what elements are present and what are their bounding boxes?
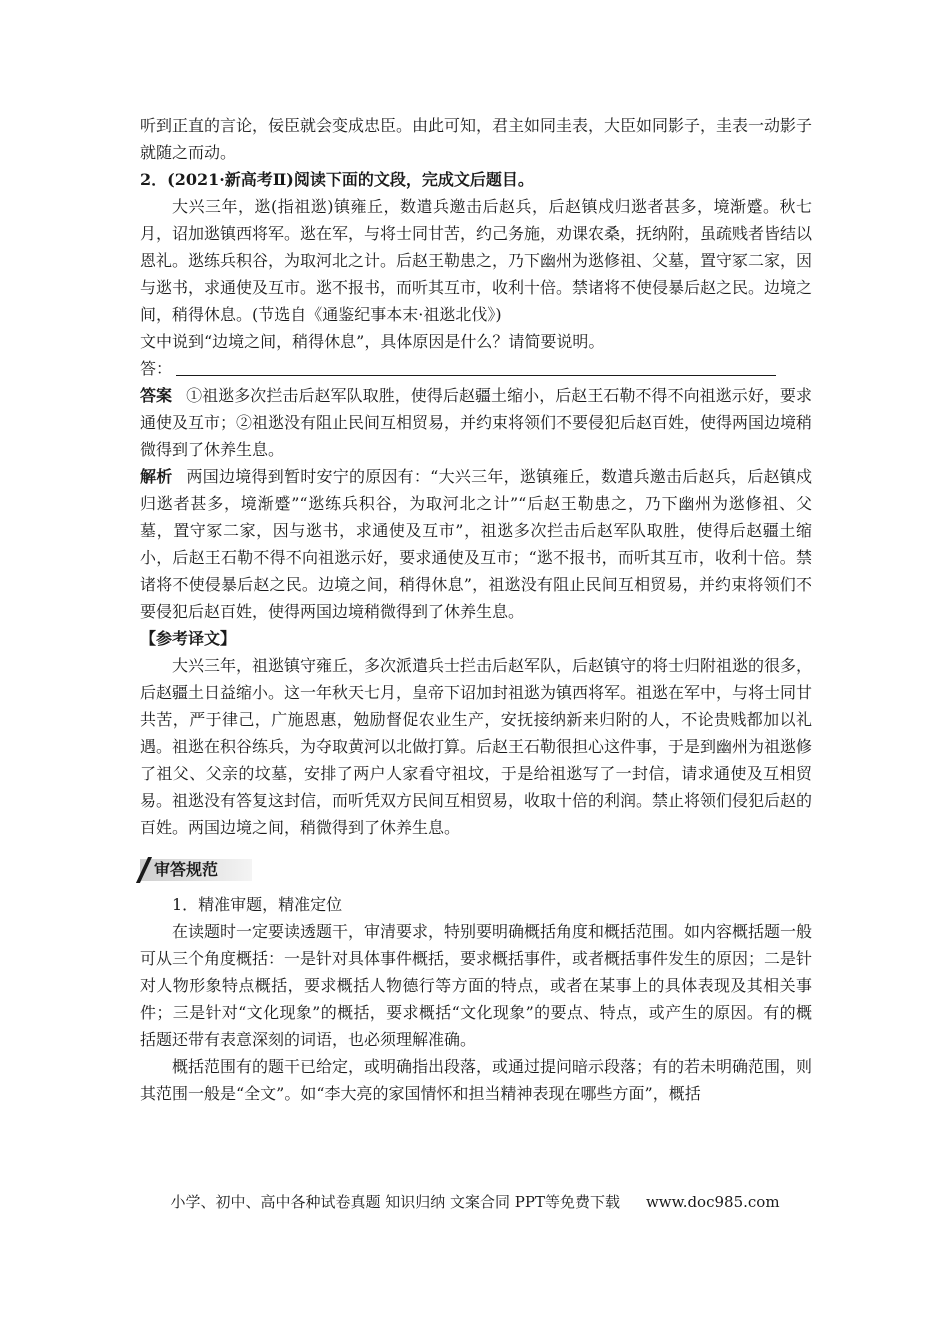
answer-prefix: 答：	[140, 359, 173, 378]
section-paragraph-1: 在读题时一定要读透题干，审清要求，特别要明确概括角度和概括范围。如内容概括题一般可从三个角度概括：一是针对具体事件概括，要求概括事件，或者概括事件发生的原因；二是针对人物形象特点概括，要求概括人物德行等方面的特点，或者在某事上的具体表现及其相关事件；三是针对“文化现象”的概括，要求概括“文化现象”的要点、特点，或产生的原因。有的概括题还带有表意深刻的词语，也必须理解准确。	[140, 922, 813, 1049]
footer-text: 小学、初中、高中各种试卷真题 知识归纳 文案合同 PPT等免费下载	[170, 1193, 620, 1211]
answer-block	[140, 382, 812, 463]
question-prompt: 文中说到“边境之间，稍得休息”，具体原因是什么？请简要说明。	[140, 332, 605, 351]
translation-text: 大兴三年，祖逖镇守雍丘，多次派遣兵士拦击后赵军队，后赵镇守的将士归附祖逖的很多，后赵疆土日益缩小。这一年秋天七月，皇帝下诏加封祖逖为镇西将军。祖逖在军中，与将士同甘共苦，严于律己，广施恩惠，勉励督促农业生产，安抚接纳新来归附的人，不论贵贱都加以礼遇。祖逖在积谷练兵，为夺取黄河以北做打算。后赵王石勒很担心这件事，于是到幽州为祖逖修了祖父、父亲的坟墓，安排了两户人家看守祖坟，于是给祖逖写了一封信，请求通使及互相贸易。祖逖没有答复这封信，而听凭双方民间互相贸易，收取十倍的利润。禁止将领们侵犯后赵的百姓。两国边境之间，稍微得到了休养生息。	[140, 656, 813, 837]
intro-continuation: 听到正直的言论，佞臣就会变成忠臣。由此可知，君主如同圭表，大臣如同影子，圭表一动影子就随之而动。	[140, 116, 813, 162]
answer-rule	[176, 357, 776, 376]
question-2-title: 2．(2021·新高考Ⅱ)阅读下面的文段，完成文后题目。	[140, 170, 534, 189]
page-footer	[0, 1191, 950, 1212]
answer-label: 答案	[140, 386, 173, 405]
translation-title: 【参考译文】	[140, 629, 237, 648]
analysis-text: 两国边境得到暂时安宁的原因有：“大兴三年，逖镇雍丘，数遣兵邀击后赵兵，后赵镇戍归逖者甚多，境渐蹙”“逖练兵积谷，为取河北之计”“后赵王勒患之，乃下幽州为逖修祖、父墓，置守冢二家，因与逖书，求通使及互市”，祖逖多次拦击后赵军队取胜，使得后赵疆土缩小，后赵王石勒不得不向祖逖示好，要求通使及互市；“逖不报书，而听其互市，收利十倍。禁诸将不使侵暴后赵之民。边境之间，稍得休息”，祖逖没有阻止民间互相贸易，并约束将领们不要侵犯后赵百姓，使得两国边境稍微得到了休养生息。	[140, 467, 812, 621]
analysis-label: 解析	[140, 467, 173, 486]
item-1-title: 1．精准审题，精准定位	[172, 895, 343, 914]
section-heading-text: 审答规范	[154, 860, 219, 879]
classical-passage: 大兴三年，逖(指祖逖)镇雍丘，数遣兵邀击后赵兵，后赵镇戍归逖者甚多，境渐蹙。秋七月，诏加逖镇西将军。逖在军，与将士同甘苦，约己务施，劝课农桑，抚纳附，虽疏贱者皆结以恩礼。逖练兵积谷，为取河北之计。后赵王勒患之，乃下幽州为逖修祖、父墓，置守冢二家，因与逖书，求通使及互市。逖不报书，而听其互市，收利十倍。禁诸将不使侵暴后赵之民。边境之间，稍得休息。(节选自《通鉴纪事本末·祖逖北伐》)	[140, 197, 813, 324]
footer-url[interactable]: www.doc985.com	[645, 1193, 780, 1211]
analysis-block	[140, 463, 812, 625]
section-paragraph-2: 概括范围有的题干已给定，或明确指出段落，或通过提问暗示段落；有的若未明确范围，则其范围一般是“全文”。如“李大亮的家国情怀和担当精神表现在哪些方面”，概括	[140, 1057, 813, 1103]
answer-text: ①祖逖多次拦击后赵军队取胜，使得后赵疆土缩小，后赵王石勒不得不向祖逖示好，要求通使及互市；②祖逖没有阻止民间互相贸易，并约束将领们不要侵犯后赵百姓，使得两国边境稍微得到了休养生息。	[140, 386, 813, 459]
section-heading	[140, 851, 812, 885]
page-content	[140, 112, 812, 1107]
answer-blank-line	[140, 355, 812, 382]
